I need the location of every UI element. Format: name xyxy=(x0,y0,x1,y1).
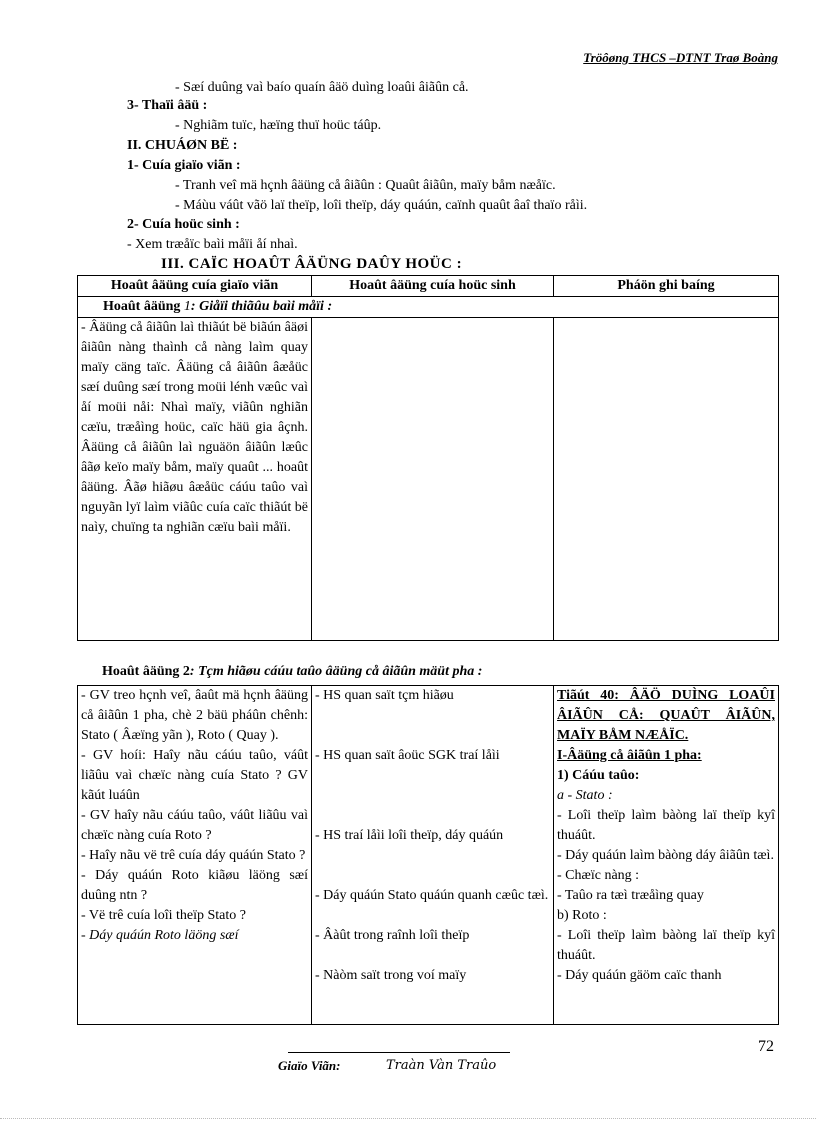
section-heading: I-Âäüng cå âiãûn 1 pha: xyxy=(557,748,702,763)
activity2-content-row xyxy=(78,686,779,1025)
activity1-title xyxy=(78,297,779,318)
teacher-name: Traàn Vàn Traûo xyxy=(386,1058,497,1073)
student-prep-line: - Xem træåïc baìi måïi åí nhaì. xyxy=(127,237,298,252)
activity2-title-text: : Tçm hiãøu cáúu taûo âäüng cå âiãûn mäüt pha : xyxy=(189,664,483,679)
col-header-student: Hoaût âäüng cuía hoüc sinh xyxy=(312,276,554,297)
activity-table-1 xyxy=(77,275,779,641)
attitude-heading: 3- Thaïi âäü : xyxy=(127,98,208,113)
subsection-structure: 1) Cáúu taûo: xyxy=(557,768,640,783)
student-item: - HS quan saït tçm hiãøu xyxy=(315,688,454,703)
student-item: - Âàût trong raînh loîi theïp xyxy=(315,928,470,943)
student-item: - Dáy quáún Stato quáún quanh cæûc tæì. xyxy=(315,888,549,903)
teacher-item: - GV haîy nãu cáúu taûo, váût liãûu vaì chæïc nàng cuía Roto ? xyxy=(81,808,308,843)
teacher-item: - GV treo hçnh veî, âaût mä hçnh âäüng cå âiãûn 1 pha, chè 2 bäü pháûn chênh: Stato ( Âæïng yãn ), Roto ( Quay ). xyxy=(81,688,308,743)
activity2-student-cell xyxy=(312,686,554,1025)
note-item: - Taûo ra tæì træåìng quay xyxy=(557,888,704,903)
activity2-notes-cell xyxy=(554,686,779,1025)
page-number: 72 xyxy=(758,1038,774,1055)
school-header: Tröôøng THCS –DTNT Traø Boàng xyxy=(583,50,778,65)
activity1-label: Hoaût âäüng xyxy=(103,299,184,314)
activity1-title-row xyxy=(78,297,779,318)
activity1-notes-cell xyxy=(554,318,779,641)
page-bottom-divider xyxy=(0,1118,816,1119)
activity1-title-text: : Giåïi thiãûu baìi måïi : xyxy=(190,299,333,314)
activity1-teacher-cell: - Âäüng cå âiãûn laì thiãút bë biãún âäøi âiãûn nàng thaình cå nàng laìm quay maïy cäng taïc. Âäüng cå âiãûn âæåüc sæí duûng sæí trong moüi lénh væûc vaì åí moüi nåi: Nhaì maïy, viãûn nghiãn cæïu, træåìng hoüc, caïc häü gia âçnh. Âäüng cå âiãûn laì nguäön âiãûn læûc âãø keïo maïy båm, maïy quaût ... hoaût âäüng. Âãø hiãøu âæåüc cáúu taûo vaì nguyãn lyï laìm viãûc cuía caïc thiãút bë naìy, chuïng ta nghiãn cæïu baìi måïi. xyxy=(78,318,312,641)
activity1-number: 1 xyxy=(183,299,191,314)
teacher-prep-line-2: - Máùu váût vãö laï theïp, loîi theïp, dáy quáún, caïnh quaût âaî thaïo råìi. xyxy=(175,198,588,213)
teacher-item: - Vë trê cuía loîi theïp Stato ? xyxy=(81,908,246,923)
note-item: - Chæïc nàng : xyxy=(557,868,640,883)
lesson-title: Tiãút 40: ÂÄÖ DUÌNG LOAÛI ÂIÃÛN CÅ: QUAÛT ÂIÃÛN, MAÏY BÅM NÆÅÏC. xyxy=(557,688,775,743)
student-item: - Nàòm saït trong voí maïy xyxy=(315,968,467,983)
activity1-student-cell xyxy=(312,318,554,641)
activity2-title xyxy=(102,664,482,680)
objective-line: - Sæí duûng vaì baío quaín âäö duìng loaûi âiãûn cå. xyxy=(175,80,469,95)
teacher-item: - GV hoíi: Haîy nãu cáúu taûo, váût liãûu vaì chæïc nàng cuía Stato ? GV kãút luáûn xyxy=(81,748,308,803)
attitude-line: - Nghiãm tuïc, hæïng thuï hoüc táûp. xyxy=(175,118,382,133)
note-item: - Loîi theïp laìm bàòng laï theïp kyî thuáût. xyxy=(557,808,775,843)
teacher-item: - Dáy quáún Roto läöng sæí xyxy=(81,928,239,943)
activity-table-2 xyxy=(77,685,779,1025)
teacher-prep-heading: 1- Cuía giaïo viãn : xyxy=(127,158,241,173)
student-item: - HS traí låìi loîi theïp, dáy quáún xyxy=(315,828,504,843)
note-item: - Dáy quáún laìm bàòng dáy âiãûn tæì. xyxy=(557,848,774,863)
signature-line xyxy=(288,1052,510,1053)
note-item: - Dáy quáún gäöm caïc thanh xyxy=(557,968,722,983)
preparation-heading: II. CHUÁØN BË : xyxy=(127,138,238,153)
activities-heading: III. CAÏC HOAÛT ÂÄÜNG DAÛY HOÜC : xyxy=(161,256,463,272)
note-item: - Loîi theïp laìm bàòng laï theïp kyî thuáût. xyxy=(557,928,775,963)
col-header-teacher: Hoaût âäüng cuía giaïo viãn xyxy=(78,276,312,297)
student-item: - HS quan saït âoüc SGK traí låìi xyxy=(315,748,500,763)
table-header-row xyxy=(78,276,779,297)
activity2-label: Hoaût âäüng 2 xyxy=(102,664,190,679)
teacher-prep-line-1: - Tranh veî mä hçnh âäüng cå âiãûn : Quaût âiãûn, maïy båm næåïc. xyxy=(175,178,556,193)
stato-heading: a - Stato : xyxy=(557,788,613,803)
student-prep-heading: 2- Cuía hoüc sinh : xyxy=(127,217,240,232)
col-header-notes: Pháön ghi baíng xyxy=(554,276,779,297)
activity1-content-row xyxy=(78,318,779,641)
teacher-label: Giaïo Viãn: xyxy=(278,1058,341,1073)
activity2-teacher-cell xyxy=(78,686,312,1025)
roto-heading: b) Roto : xyxy=(557,908,607,923)
teacher-item: - Dáy quáún Roto kiãøu läöng sæí duûng ntn ? xyxy=(81,868,308,903)
teacher-item: - Haîy nãu vë trê cuía dáy quáún Stato ? xyxy=(81,848,306,863)
